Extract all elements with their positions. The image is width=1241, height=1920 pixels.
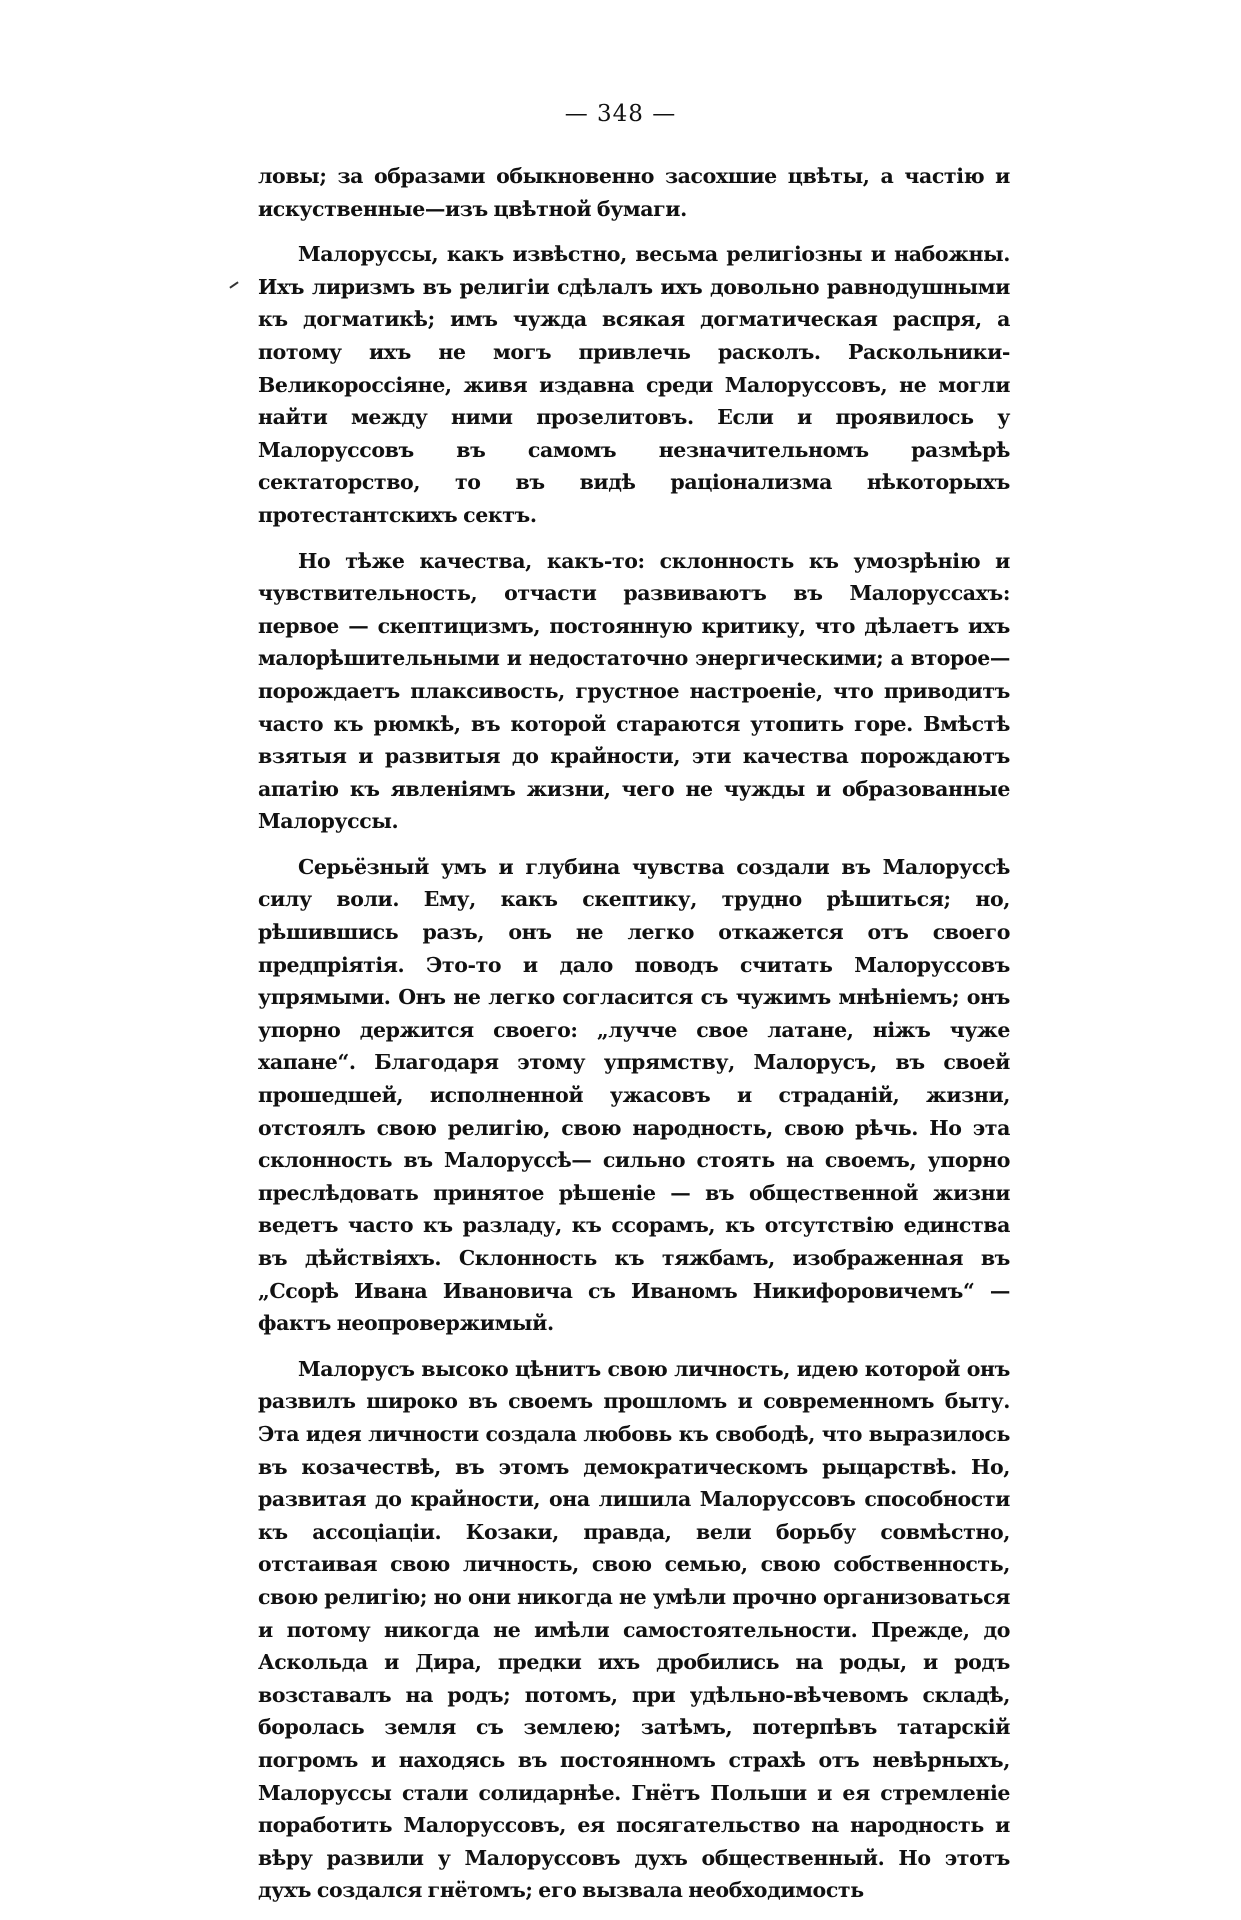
paragraph: Малорусъ высоко цѣнитъ свою личность, идею которой онъ развилъ широко въ своемъ прошломъ и современномъ быту. Эта идея личности создала любовь къ свободѣ, что выразилось въ козачествѣ, въ этомъ демократическомъ рыцарствѣ. Но, развитая до крайности, она лишила Малоруссовъ способности къ ассоціаціи. Козаки, правда, вели борьбу совмѣстно, отстаивая свою личность, свою семью, свою собственность, свою религію; но они никогда не умѣли прочно организоваться и потому никогда не имѣли самостоятельности. Прежде, до Аскольда и Дира, предки ихъ дробились на роды, и родъ возставалъ на родъ; потомъ, при удѣльно-вѣчевомъ складѣ, боролась земля съ землею; затѣмъ, потерпѣвъ татарскій погромъ и находясь въ постоянномъ страхѣ отъ невѣрныхъ, Малоруссы стали солидарнѣе. Гнётъ Польши и ея стремленіе поработить Малоруссовъ, ея посягательство на народность и вѣру развили у Малоруссовъ духъ общественный. Но этотъ духъ создался гнётомъ; его вызвала необходимость <box>258 1356 1010 1903</box>
page-number: — 348 — <box>564 101 677 127</box>
paragraph: Серьёзный умъ и глубина чувства создали въ Малоруссѣ силу воли. Ему, какъ скептику, трудно рѣшиться; но, рѣшившись разъ, онъ не легко откажется отъ своего предпріятія. Это-то и дало поводъ считать Малоруссовъ упрямыми. Онъ не легко согласится съ чужимъ мнѣніемъ; онъ упорно держится своего: „лучче свое латане, ніжъ чуже хапане“. Благодаря этому упрямству, Малорусъ, въ своей прошедшей, исполненной ужасовъ и страданій, жизни, отстоялъ свою религію, свою народность, свою рѣчь. Но эта склонность въ Малоруссѣ— сильно стоять на своемъ, упорно преслѣдовать принятое рѣшеніе — въ общественной жизни ведетъ часто къ разладу, къ ссорамъ, къ отсутствію единства въ дѣйствіяхъ. Склонность къ тяжбамъ, изображенная въ „Ссорѣ Ивана Ивановича съ Иваномъ Никифоровичемъ“ — фактъ неопровержимый. <box>258 854 1010 1336</box>
text-body <box>258 160 1010 1920</box>
paragraph: Но тѣже качества, какъ-то: склонность къ умозрѣнію и чувствительность, отчасти развиваютъ въ Малоруссахъ: первое — скептицизмъ, постоянную критику, что дѣлаетъ ихъ малорѣшительными и недостаточно энергическими; а второе—порождаетъ плаксивость, грустное настроеніе, что приводитъ часто къ рюмкѣ, въ которой стараются утопить горе. Вмѣстѣ взятыя и развитыя до крайности, эти качества порождаютъ апатію къ явленіямъ жизни, чего не чужды и образованные Малоруссы. <box>258 548 1010 834</box>
paragraph: Малоруссы, какъ извѣстно, весьма религіозны и набожны. Ихъ лиризмъ въ религіи сдѣлалъ ихъ довольно равнодушными къ догматикѣ; имъ чужда всякая догматическая распря, а потому ихъ не могъ привлечь расколъ. Раскольники-Великороссіяне, живя издавна среди Малоруссовъ, не могли найти между ними прозелитовъ. Если и проявилось у Малоруссовъ въ самомъ незначительномъ размѣрѣ сектаторство, то въ видѣ раціонализма нѣкоторыхъ протестантскихъ сектъ. <box>258 242 1010 527</box>
margin-pencil-mark <box>229 281 238 288</box>
paragraph: ловы; за образами обыкновенно засохшие цвѣты, а частію и искуственные—изъ цвѣтной бумаги. <box>258 164 1010 221</box>
